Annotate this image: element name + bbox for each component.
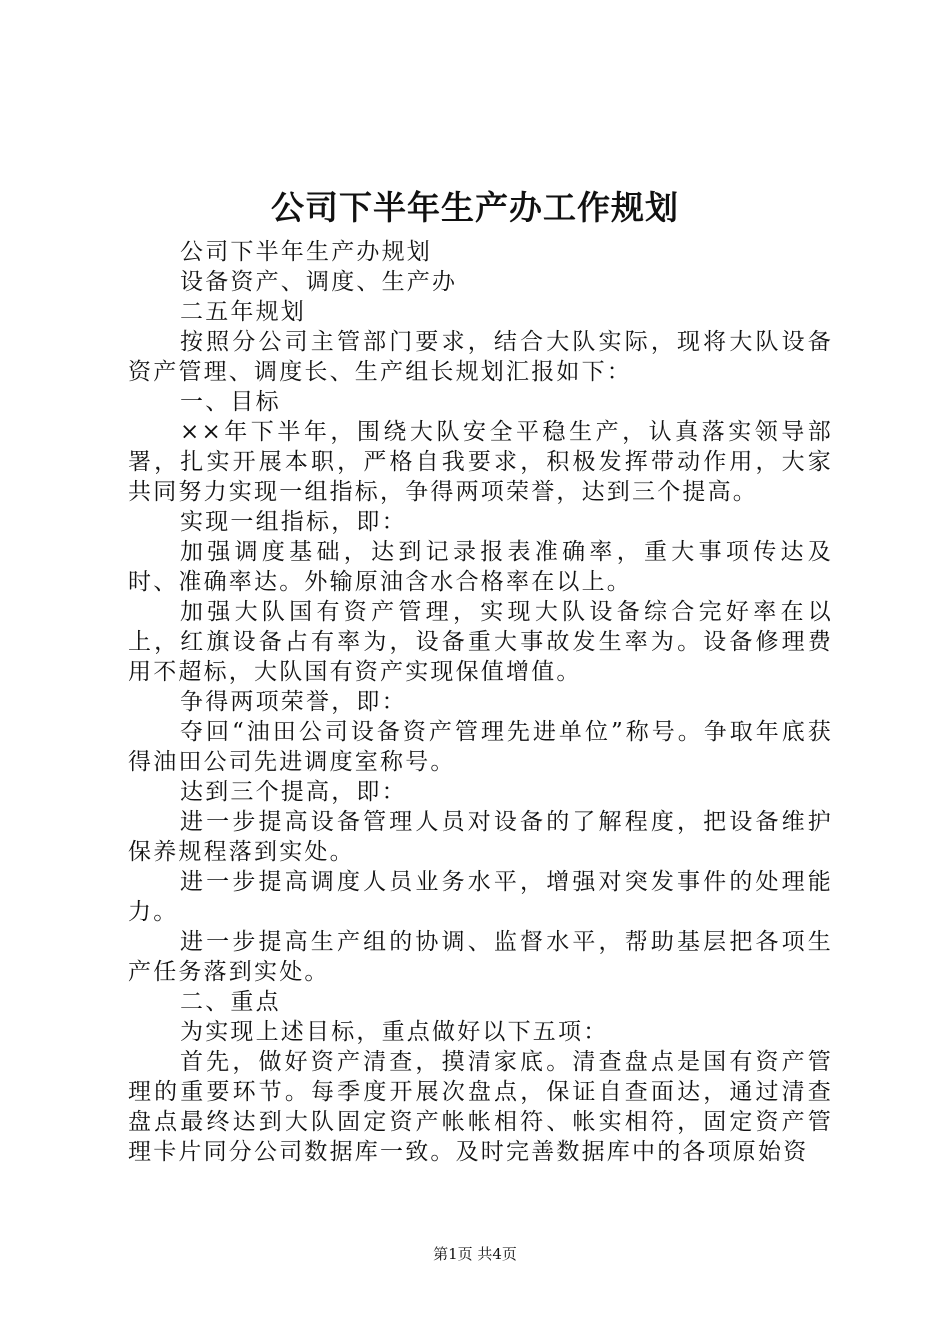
paragraph: 二五年规划 xyxy=(180,299,306,325)
paragraph: 加强大队国有资产管理，实现大队设备综合完好率在以上，红旗设备占有率为，设备重大事故发生率为。设备修理费用不超标，大队国有资产实现保值增值。 xyxy=(128,599,833,685)
paragraph: 达到三个提高，即： xyxy=(180,779,407,805)
paragraph: 进一步提高生产组的协调、监督水平，帮助基层把各项生产任务落到实处。 xyxy=(128,929,833,985)
document-title: 公司下半年生产办工作规划 xyxy=(271,188,679,227)
paragraph: 设备资产、调度、生产办 xyxy=(180,269,458,295)
paragraph: 首先，做好资产清查，摸清家底。清查盘点是国有资产管理的重要环节。每季度开展次盘点，保证自查面达，通过清查盘点最终达到大队固定资产帐帐相符、帐实相符，固定资产管理卡片同分公司数据库一致。及时完善数据库中的各项原始资 xyxy=(128,1049,833,1165)
section-heading: 二、重点 xyxy=(180,989,281,1015)
paragraph: 为实现上述目标，重点做好以下五项： xyxy=(180,1019,609,1045)
paragraph: ××年下半年，围绕大队安全平稳生产，认真落实领导部署，扎实开展本职，严格自我要求，积极发挥带动作用，大家共同努力实现一组指标，争得两项荣誉，达到三个提高。 xyxy=(128,419,833,505)
paragraph: 进一步提高调度人员业务水平，增强对突发事件的处理能力。 xyxy=(128,869,833,925)
section-heading: 一、目标 xyxy=(180,389,281,415)
paragraph: 按照分公司主管部门要求，结合大队实际，现将大队设备资产管理、调度长、生产组长规划汇报如下： xyxy=(128,329,833,385)
document-body xyxy=(128,237,833,1167)
paragraph: 争得两项荣誉，即： xyxy=(180,689,407,715)
paragraph: 夺回“油田公司设备资产管理先进单位”称号。争取年底获得油田公司先进调度室称号。 xyxy=(128,719,833,775)
paragraph: 加强调度基础，达到记录报表准确率，重大事项传达及时、准确率达。外输原油含水合格率在以上。 xyxy=(128,539,833,595)
paragraph: 公司下半年生产办规划 xyxy=(180,239,432,265)
paragraph: 进一步提高设备管理人员对设备的了解程度，把设备维护保养规程落到实处。 xyxy=(128,809,833,865)
paragraph: 实现一组指标，即： xyxy=(180,509,407,535)
page-number-footer: 第1页 共4页 xyxy=(433,1245,517,1263)
